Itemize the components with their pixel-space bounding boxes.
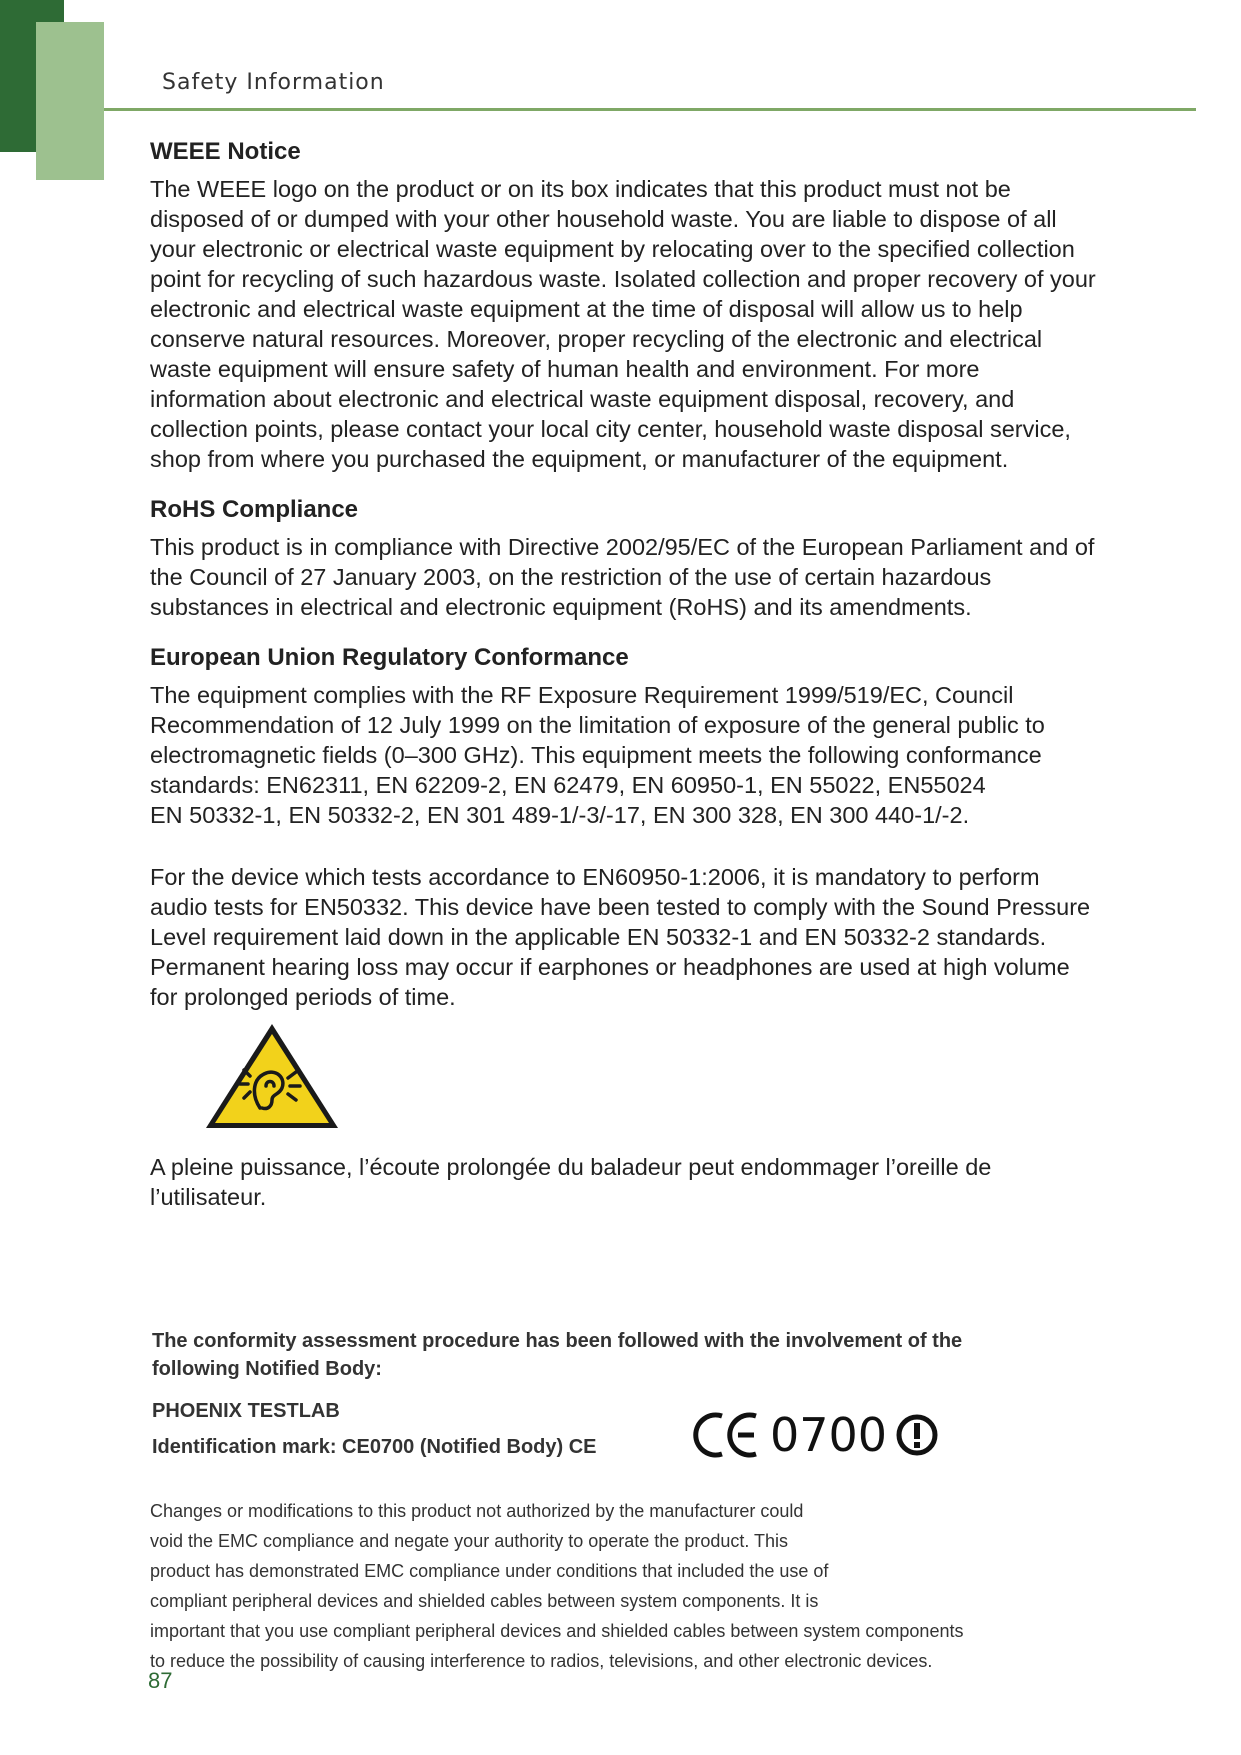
rohs-heading: RoHS Compliance bbox=[150, 496, 359, 523]
ce-mark-icon bbox=[692, 1410, 762, 1460]
notified-line-1: The conformity assessment procedure has been followed with the involvement of the bbox=[152, 1330, 963, 1352]
class2-alert-icon bbox=[895, 1413, 939, 1457]
audio-warning-text: For the device which tests accordance to EN60950-1:2006, it is mandatory to perform audio tests for EN50332. This device have been tested to comply with the Sound Pressure Level requirement laid down in the applicable EN 50332-1 and EN 50332-2 standards. Permanent hearing loss may occur if earphones or headphones are used at high volume for prolonged periods of time. bbox=[150, 864, 1091, 1010]
weee-body: The WEEE logo on the product or on its box indicates that this product must not be disposed of or dumped with your other household waste. You are liable to dispose of all your electronic or electrical waste equipment by relocating over to the specified collection point for recycling of such hazardous waste. Isolated collection and proper recovery of your electronic and electrical waste equipment at the time of disposal will allow us to help conserve natural resources. Moreover, proper recycling of the electronic and electrical waste equipment will ensure safety of human health and environment. For more information about electronic and electrical waste equipment disposal, recovery, and collection points, please contact your local city center, household waste disposal service, shop from where you purchased the equipment, or manufacturer of the equipment. bbox=[150, 176, 1096, 472]
emc-changes-notice: Changes or modifications to this product not authorized by the manufacturer could void the EMC compliance and negate your authority to operate the product. This product has demonstrated EMC compliance under conditions that included the use of compliant peripheral devices and shielded cables between system components. It is important that you use compliant peripheral devices and shielded cables between system components to reduce the possibility of causing interference to radios, televisions, and other electronic devices. bbox=[150, 1501, 964, 1671]
rohs-body: This product is in compliance with Directive 2002/95/EC of the European Parliament and of the Council of 27 January 2003, on the restriction of the use of certain hazardous substances in electrical and electronic equipment (RoHS) and its amendments. bbox=[150, 534, 1095, 620]
notified-id-mark: Identification mark: CE0700 (Notified Body) CE bbox=[152, 1436, 597, 1458]
page-header-title: Safety Information bbox=[162, 70, 385, 95]
eu-body: The equipment complies with the RF Exposure Requirement 1999/519/EC, Council Recommendation of 12 July 1999 on the limitation of exposure of the general public to electromagnetic fields (0–300 GHz). This equipment meets the following conformance standards: EN62311, EN 62209-2, EN 62479, EN 60950-1, EN 55022, EN55024 EN 50332-1, EN 50332-2, EN 301 489-1/-3/-17, EN 300 328, EN 300 440-1/-2. bbox=[150, 682, 1045, 828]
weee-heading: WEEE Notice bbox=[150, 138, 301, 165]
main-content bbox=[150, 138, 1100, 1234]
header-tab-light bbox=[36, 22, 104, 180]
header-divider bbox=[104, 108, 1196, 111]
spacer bbox=[150, 830, 1100, 862]
eu-heading: European Union Regulatory Conformance bbox=[150, 644, 629, 671]
notified-line-2: following Notified Body: bbox=[152, 1358, 382, 1380]
ce-number: 0700 bbox=[770, 1408, 888, 1462]
french-warning-text: A pleine puissance, l’écoute prolongée du baladeur peut endommager l’oreille de l’utilisateur. bbox=[150, 1154, 992, 1210]
ce-mark bbox=[692, 1408, 939, 1462]
notified-body-block bbox=[152, 1330, 1152, 1460]
notified-lab: PHOENIX TESTLAB bbox=[152, 1400, 340, 1422]
hearing-warning-icon bbox=[202, 1020, 342, 1132]
page-number: 87 bbox=[148, 1668, 173, 1693]
